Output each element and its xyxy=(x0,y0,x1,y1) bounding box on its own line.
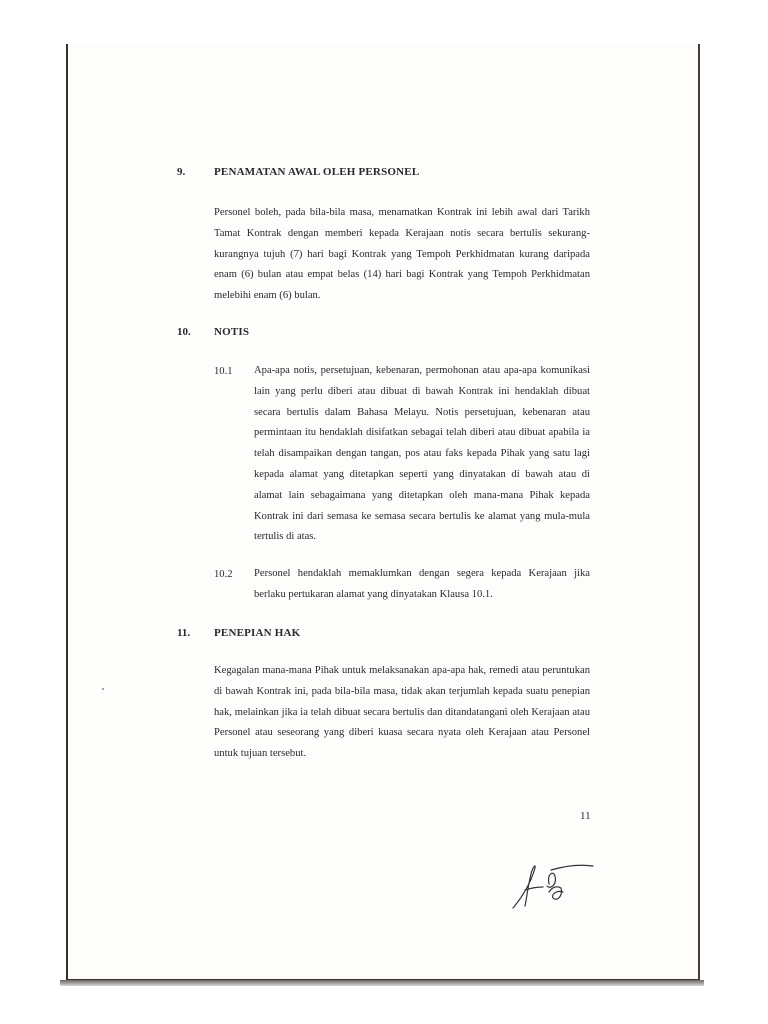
scan-speck xyxy=(102,688,104,690)
page-number: 11 xyxy=(580,810,591,822)
section-11-body: Kegagalan mana-mana Pihak untuk melaksanakan apa-apa hak, remedi atau peruntukan di bawah Kontrak ini, pada bila-bila masa, tidak akan terjumlah kepada suatu penepian hak, melainkan jika ia telah dibuat secara bertulis dan ditandatangani oleh Kerajaan atau Personel atau seseorang yang diberi kuasa secara nyata oleh Kerajaan atau Personel untuk tujuan tersebut. xyxy=(214,665,590,760)
section-9-number: 9. xyxy=(177,166,186,178)
section-10-title: NOTIS xyxy=(214,326,250,338)
clause-10-1-number: 10.1 xyxy=(214,366,233,377)
page-edge-shadow xyxy=(60,980,704,986)
section-11-number: 11. xyxy=(177,627,191,639)
clause-10-1-text: Apa-apa notis, persetujuan, kebenaran, permohonan atau apa-apa komunikasi lain yang perlu diberi atau dibuat di bawah Kontrak ini hendaklah dibuat secara bertulis dalam Bahasa Melayu. Notis persetujuan, kebenaran atau permintaan itu hendaklah disifatkan sebagai telah diberi atau dibuat apabila ia telah disampaikan dengan tangan, pos atau faks kepada Pihak yang satu lagi kepada alamat yang ditetapkan seperti yang dinyatakan di bawah atau di alamat lain sebagaimana yang ditetapkan oleh mana-mana Pihak kepada Kontrak ini dari semasa ke semasa secara bertulis ke alamat yang mula-mula tertulis di atas. xyxy=(254,365,590,543)
clause-10-2-text: Personel hendaklah memaklumkan dengan segera kepada Kerajaan jika berlaku pertukaran alamat yang dinyatakan Klausa 10.1. xyxy=(254,568,590,600)
section-10-number: 10. xyxy=(177,326,191,338)
signature-icon xyxy=(505,856,600,916)
clause-10-2-number: 10.2 xyxy=(214,569,233,580)
section-9-body: Personel boleh, pada bila-bila masa, menamatkan Kontrak ini lebih awal dari Tarikh Tamat Kontrak dengan memberi kepada Kerajaan notis secara bertulis sekurang-kurangnya tujuh (7) hari bagi Kontrak yang Tempoh Perkhidmatan kurang daripada enam (6) bulan atau empat belas (14) hari bagi Kontrak yang Tempoh Perkhidmatan melebihi enam (6) bulan. xyxy=(214,207,590,302)
section-11-title: PENEPIAN HAK xyxy=(214,627,301,639)
section-9-title: PENAMATAN AWAL OLEH PERSONEL xyxy=(214,166,420,178)
